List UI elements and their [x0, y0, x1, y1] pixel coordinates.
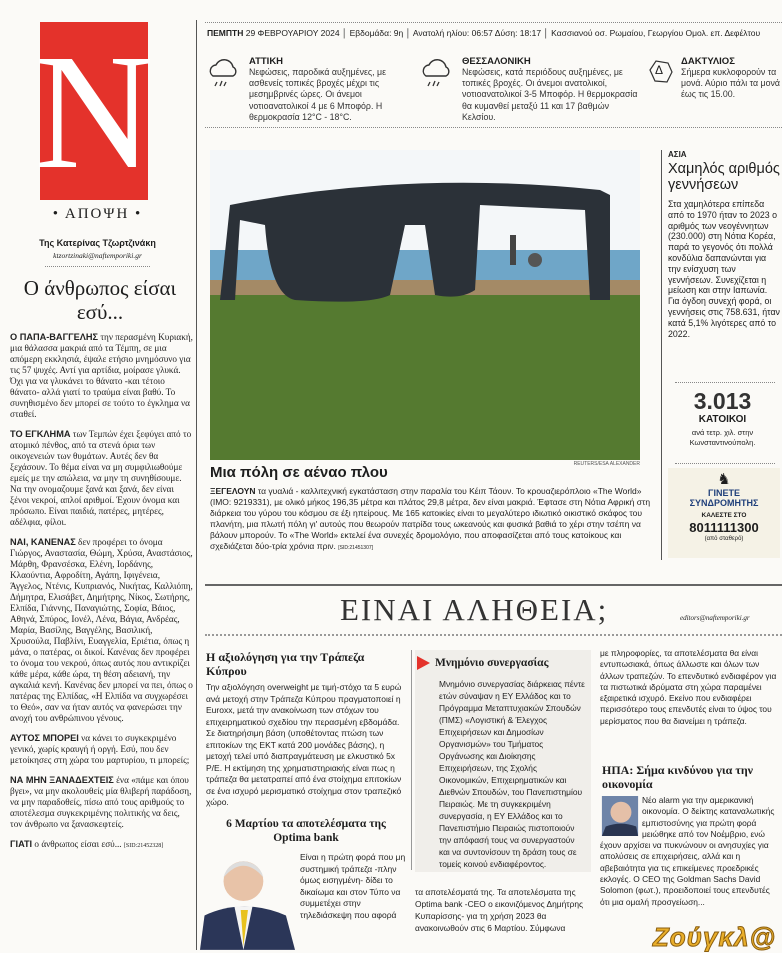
column-email[interactable]: editors@naftemporiki.gr: [680, 614, 750, 622]
rain-cloud-icon: [207, 56, 243, 92]
subscribe-promo[interactable]: ♞ ΓΙΝΕΤΕ ΣΥΝΔΡΟΜΗΤΗΣ ΚΑΛΕΣΤΕ ΣΤΟ 8011111300 (από σταθερό): [668, 468, 780, 558]
ceo-photo: [200, 852, 295, 950]
feature-headline: Μια πόλη σε αέναο πλου: [210, 464, 388, 481]
ring-road-icon: Δ: [645, 56, 675, 86]
usa-body: Νέο alarm για την αμερικανική οικονομία. Ο δείκτης καταναλωτικής εμπιστοσύνης για πρώτη φορά μειώθηκε από τον Νοέμβριο, ενώ έχουν αρχίσει να πυκνώνουν οι ανησυχίες για απολύσεις σε επιχειρήσεις, αλλά και η αβεβαιότητα για τις επικείμενες προεδρικές εκλογές. Ο CEO της Goldman Sachs David Solomon (φωτ.), προειδοποιεί τους επενδυτές ότι μια ομαλή προσγείωση...: [600, 795, 775, 907]
subscribe-icon: ♞: [717, 471, 731, 488]
weather-attica: ΑΤΤΙΚΗ Νεφώσεις, παροδικά αυξημένες, με ασθενείς τοπικές βροχές μέχρι τις μεσημβρινές ώρες. Οι άνεμοι νοτιοανατολικοί 4 με 6 Μποφόρ. Η θερμοκρασία 12°C - 18°C.: [207, 56, 412, 123]
column-rule: [411, 650, 412, 870]
newspaper-logo: N: [34, 19, 154, 203]
photo-credit: REUTERS/ESA ALEXANDER: [573, 461, 640, 467]
optima-body-cont2: με πληροφορίες, τα αποτελέσματα θα είναι εντυπωσιακά, όπως άλλωστε και όλων των άλλων τραπεζών. Το επενδυτικό ενδιαφέρον για τα πιστωτικά ιδρύματα στη χώρα παραμένει εξαιρετικά ισχυρό. Εκείνο που ενδιαφέρει περισσότερο τους επενδυτές είναι το ύψος του μερίσματος που θα διανείμει η τράπεζα.: [600, 648, 777, 726]
column-rule: [661, 150, 662, 560]
sidebar-asia: ΑΣΙΑ Χαμηλός αριθμός γεννήσεων Στα χαμηλότερα επίπεδα από το 1970 ήταν το 2023 ο αριθμός των νεογέννητων (230.000) στη Νότια Κορέα, παρά το γεγονός ότι πολλά κονδύλια δαπανώνται για την ενίσχυση των γεννήσεων. Συνεχίζεται η μείωση και στην Ιαπωνία. Για όγδοη συνεχή φορά, οι γεννήσεις στις 758.631, ήταν κατά 5,1% λιγότερες από το 2022.: [668, 150, 780, 339]
column-rule: [196, 20, 197, 950]
opinion-body: Ο ΠΑΠΑ-ΒΑΓΓΕΛΗΣ την περασμένη Κυριακή, μια θάλασσα μακριά από τα Τέμπη, σε μια απόμερη εκκλησιά, έψαλε ετήσιο μνημόσυνο για τις 57 ψυχές. Αντί για αρτίδια, μοίρασε γλυκά. Όχι για να γλυκάνει το θάνατο -και τέτοιο θάνατο- αλλά γιατί το τραύμα είναι βαθύ. Το συνηθισμένο δεν μπορεί σε τούτο το έγκλημα να σταθεί. ΤΟ ΕΓΚΛΗΜΑ των Τεμπών έχει ξεφύγει από το ατομικό πένθος, από τα στενά όρια των οικογενειών των θυμάτων. Αυτές δεν θα ξεχάσουν. Το θέμα είναι να μη συμφιλιωθούμε εμείς με την απώλεια, να μην τη συνηθίσουμε. Να την ονομαζουμε ξανά και ξανά, δεν είναι ξένοι νεκροί, απλοί αριθμοί. Έχουν όνομα και πρόσωπο. Είναι παιδιά, πατέρες, μητέρες, αδέλφια, φίλοι. ΝΑΙ, ΚΑΝΕΝΑΣ δεν προφέρει το όνομα Γιώργος, Αναστασία, Θώμη, Χρύσα, Αναστάσιος, Μάρθη, Φρανσέσκα, Ελένη, Ιορδάνης, Κλαούντια, Αφροδίτη, Αγάπη, Ιφιγένεια, Άγγελος, Ντένις, Κυπριανός, Νικήτας, Καλλιόπη, Δήμητρα, Ελισάβετ, Δημήτρης, Νίκος, Σωτήρης, Ελπίδα, Γιάννης, Παναγιώτης, Σοφία, Βάιος, Αθηνά, Σπύρος, Ιονέλ, Λένα, Βάγια, Ανδρέας, Μαρία, Βασίλης, Βαγγέλης, Βασιλική, Χρυσούλα, Παβλίνι, Ευαγγελία, Εριέτια, όπως η μάνα, ο πατέρας, οι δικοί. Κανένας δεν προφέρει το όνομα του νεκρού, όπως αυτός που αντικρίζει κάθε μέρα, κάθε ώρα, τη θέση αδειανή, την αγκαλιά κενή. Κανένας δεν μπορεί να πει, όπως ο πατέρας της Ελπίδας, «Η Ελπίδα να συγχωρέσει το Θεό», σαν να ήταν αυτός να φανερώσει την ανοχή του ανθρώπινου γένους. ΑΥΤΟΣ ΜΠΟΡΕΙ να κάνει το συγκεκριμένο γενικό, χωρίς κραυγή ή οργή. Εσύ, που δεν μετοίκησες στη χώρα του μαρτυρίου, τι μπορείς; ΝΑ ΜΗΝ ΞΑΝΑΔΕΧΤΕΙΣ ένα «πάμε και όπου βγει», να μην ακολουθείς μία θλιβερή παράδοση, να μην παραδοθείς, πίσω από τους αριθμούς το αποτέλεσμα συγκεκριμένης πολιτικής να δεις, τον άνθρωπο να ξανασκεφτείς. ΓΙΑΤΙ ο άνθρωπος είσαι εσύ... [SID:21452328]: [10, 332, 193, 849]
section-label: • ΑΠΟΨΗ •: [52, 206, 143, 222]
bank-cyprus-body: Την αξιολόγηση overweight με τιμή-στόχο τα 5 ευρώ ανά μετοχή στην Τράπεζα Κύπρου πραγματοποιεί η Euroxx, μετά την ανακοίνωση των στόχων του επιχειρηματικού σχεδίου την περασμένη εβδομάδα. Σε διατηρήσιμη βάση (υποθέτοντας πτώση των επιτοκίων της ΕΚΤ κατά 200 μονάδες βάσης), η μετοχή τελεί υπό διαπραγμάτευση με ελκυστικό 5x P/E. Η εκτίμηση της χρηματιστηριακής είναι πως η τράπεζα θα μετατραπεί από ένα στοίχημα επιτοκίων σε ένα ισχυρό μερισματικό στοίχημα στον τραπεζικό χώρο.: [206, 682, 402, 807]
optima-headline: 6 Μαρτίου τα αποτελέσματα της Optima bank: [226, 818, 386, 844]
divider: [675, 382, 775, 383]
author-email: ktzortzinaki@naftemporiki.gr: [53, 251, 142, 260]
feature-body: ΞΕΓΕΛΟΥΝ τα γυαλιά - καλλιτεχνική εγκατάσταση στην παραλία του Κέιπ Τάουν. Το κρουαζιερόπλοιο «The World» (IMO: 9219331), με ολικό μήκος 196,35 μέτρα και πλάτος 29,8 μέτρα, δεν είναι μακριά. Έφτασε στη Νότια Αφρική στη διάρκεια του γύρου του κόσμου σε έξι ηπείρους. Με 165 κατοικίες είναι το μεγαλύτερο ιδιωτικό οικιστικό σκάφος του πλανήτη, μια πλωτή πόλη γι' αυτούς που θεωρούν πατρίδα τους ωκεανούς και φυσικά βαθιά το χέρι στην τσέπη να βάλουν μπορούν. Το «The World» εκτελεί ένα συνεχές δρομολόγιο, που αποφασίζεται από τους κατοίκους και σχεδιάζεται δύο-τρία χρόνια πριν. [SID:21451307]: [210, 486, 651, 551]
stat-box: 3.013 ΚΑΤΟΙΚΟΙ ανά τετρ. χιλ. στην Κωνσταντινούπολη.: [689, 388, 756, 447]
divider: [205, 634, 782, 636]
divider: [205, 584, 782, 586]
column-title: ΕΙΝΑΙ ΑΛΗΘΕΙΑ;: [340, 592, 609, 627]
opinion-headline: Ο άνθρωπος είσαι εσύ...: [23, 276, 177, 324]
weather-thessaloniki: ΘΕΣΣΑΛΟΝΙΚΗ Νεφώσεις, κατά περιόδους αυξημένες, με τοπικές βροχές. Οι άνεμοι ανατολικοί, νοτιοανατολικοί 3-5 Μποφόρ. Η θερμοκρασία θα κυμανθεί μεταξύ 11 και 17 βαθμών Κελσίου.: [420, 56, 638, 123]
divider: [675, 463, 775, 464]
feature-photo: [210, 150, 640, 460]
usa-headline: ΗΠΑ: Σήμα κινδύνου για την οικονομία: [602, 763, 754, 791]
optima-body: Είναι η πρώτη φορά που μη συστημική τράπεζα -πλην όμως εισηγμένη- δίδει το δικαίωμα και στον Τύπο να συμμετέχει στην τηλεδιάσκεψη που αφορά: [300, 852, 406, 920]
glasses-sculpture: [210, 150, 640, 460]
divider: [205, 127, 782, 128]
bank-cyprus-headline: Η αξιολόγηση για την Τράπεζα Κύπρου: [206, 650, 365, 678]
subscribe-phone[interactable]: 8011111300: [689, 520, 759, 535]
rain-cloud-icon: [420, 56, 456, 92]
arrow-icon: [417, 656, 430, 670]
byline: Της Κατερίνας Τζωρτζινάκη: [39, 238, 156, 248]
divider: [45, 266, 150, 267]
optima-body-cont: τα αποτελέσματά της. Τα αποτελέσματα της Optima bank -CEO ο εικονιζόμενος Δημήτρης Κυπαρίσσης- για τη χρήση 2023 θα ανακοινωθούν στις 6 Μαρτίου. Σύμφωνα: [415, 887, 584, 933]
dateline: ΠΕΜΠΤΗ 29 ΦΕΒΡΟΥΑΡΙΟΥ 2024 │ Εβδομάδα: 9η │ Ανατολή ηλίου: 06:57 Δύση: 18:17 │ Κασσιανού οσ. Ρωμαίου, Γεωργίου Ομολ. επ. Δεφέλτου: [207, 28, 761, 38]
divider: [205, 22, 782, 23]
ring-road: Δ ΔΑΚΤΥΛΙΟΣ Σήμερα κυκλοφορούν τα μονά. Αύριο πάλι τα μονά έως τις 15.00.: [645, 56, 780, 101]
zougla-watermark: Ζούγκλ@: [652, 922, 776, 952]
memorandum-box: Μνημόνιο συνεργασίας Μνημόνιο συνεργασίας διάρκειας πέντε ετών σύναψαν η ΕΥ Ελλάδος και το Πρόγραμμα Μεταπτυχιακών Σπουδών (ΠΜΣ) «Λογιστική & Έλεγχος Επιχειρήσεων και Δημοσίων Οργανισμών» του Τμήματος Οργάνωσης και Διοίκησης Επιχειρήσεων, της Σχολής Οικονομικών, Επιχειρηματικών και Διεθνών Σπουδών, του Πανεπιστημίου Πειραιώς. Με τη συγκεκριμένη συνεργασία, η ΕΥ Ελλάδος και το Πανεπιστήμιο Πειραιώς πιστοποιούν την απόφασή τους να συνεργαστούν και να συντονίσουν τη δράση τους σε τομείς κοινού ενδιαφέροντος.: [415, 650, 591, 872]
